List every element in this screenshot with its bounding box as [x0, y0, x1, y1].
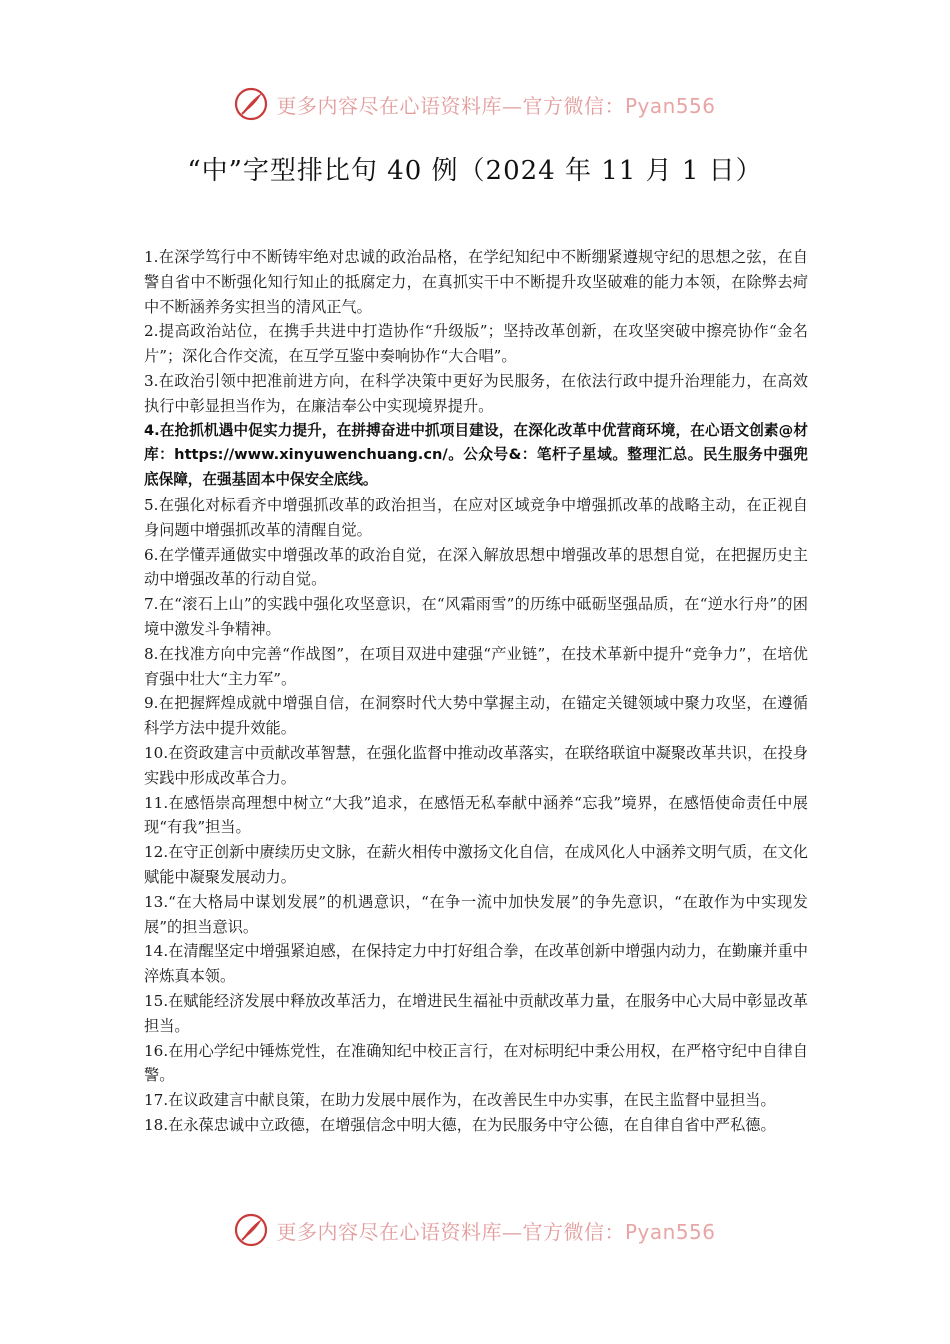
document-body — [144, 245, 808, 1138]
list-item: 5.在强化对标看齐中增强抓改革的政治担当，在应对区域竞争中增强抓改革的战略主动，在正视自身问题中增强抓改革的清醒自觉。 — [144, 495, 808, 539]
list-item: 14.在清醒坚定中增强紧迫感，在保持定力中打好组合拳，在改革创新中增强内动力，在勤廉并重中淬炼真本领。 — [144, 942, 808, 986]
page-title: “中”字型排比句 40 例（2024 年 11 月 1 日） — [187, 156, 763, 186]
quill-logo-icon — [234, 1213, 268, 1247]
list-item: 2.提高政治站位，在携手共进中打造协作“升级版”；坚持改革创新，在攻坚突破中擦亮协作“金名片”；深化合作交流，在互学互鉴中奏响协作“大合唱”。 — [144, 322, 808, 366]
banner-handle: Pyan556 — [624, 93, 716, 118]
footer-banner — [0, 1210, 950, 1250]
quill-logo-icon — [234, 87, 268, 121]
banner-text: 更多内容尽在心语资料库—官方微信：Pyan556 — [276, 93, 716, 118]
list-item: 15.在赋能经济发展中释放改革活力，在增进民生福祉中贡献改革力量，在服务中心大局中彰显改革担当。 — [144, 991, 808, 1035]
list-item: 16.在用心学纪中锤炼党性，在准确知纪中校正言行，在对标明纪中秉公用权，在严格守纪中自律自警。 — [144, 1041, 808, 1085]
banner-text: 更多内容尽在心语资料库—官方微信：Pyan556 — [276, 1219, 716, 1244]
list-item: 13.“在大格局中谋划发展”的机遇意识，“在争一流中加快发展”的争先意识，“在敢作为中实现发展”的担当意识。 — [144, 892, 808, 936]
list-item: 1.在深学笃行中不断铸牢绝对忠诚的政治品格，在学纪知纪中不断绷紧遵规守纪的思想之弦，在自警自省中不断强化知行知止的抵腐定力，在真抓实干中不断提升攻坚破难的能力本领，在除弊去疴中不断涵养务实担当的清风正气。 — [144, 248, 808, 316]
list-item: 12.在守正创新中赓续历史文脉，在薪火相传中激扬文化自信，在成风化人中涵养文明气质，在文化赋能中凝聚发展动力。 — [144, 843, 808, 886]
list-item: 3.在政治引领中把准前进方向，在科学决策中更好为民服务，在依法行政中提升治理能力，在高效执行中彰显担当作为，在廉洁奉公中实现境界提升。 — [144, 371, 808, 415]
list-item: 18.在永葆忠诚中立政德，在增强信念中明大德，在为民服务中守公德，在自律自省中严私德。 — [144, 1115, 776, 1134]
header-banner — [0, 84, 950, 124]
list-item: 8.在找准方向中完善“作战图”，在项目双进中建强“产业链”，在技术革新中提升“竞争力”，在培优育强中壮大“主力军”。 — [144, 644, 808, 688]
list-item: 17.在议政建言中献良策，在助力发展中展作为，在改善民生中办实事，在民主监督中显担当。 — [144, 1091, 776, 1110]
list-item: 11.在感悟崇高理想中树立“大我”追求，在感悟无私奉献中涵养“忘我”境界，在感悟使命责任中展现“有我”担当。 — [144, 793, 808, 837]
list-item: 6.在学懂弄通做实中增强改革的政治自觉，在深入解放思想中增强改革的思想自觉，在把握历史主动中增强改革的行动自觉。 — [144, 545, 808, 589]
list-item: 4.在抢抓机遇中促实力提升，在拼搏奋进中抓项目建设，在深化改革中优营商环境，在心语文创素@材库：https://www.xinyuwenchuang.cn/。公众号&：笔杆子星域。整理汇总。民生服务中强兜底保障，在强基固本中保安全底线。 — [144, 421, 808, 489]
banner-handle: Pyan556 — [624, 1219, 716, 1244]
list-item: 10.在资政建言中贡献改革智慧，在强化监督中推动改革落实，在联络联谊中凝聚改革共识，在投身实践中形成改革合力。 — [144, 743, 808, 787]
list-item: 7.在“滚石上山”的实践中强化攻坚意识，在“风霜雨雪”的历练中砥砺坚强品质，在“逆水行舟”的困境中激发斗争精神。 — [144, 595, 808, 638]
list-item: 9.在把握辉煌成就中增强自信，在洞察时代大势中掌握主动，在锚定关键领域中聚力攻坚，在遵循科学方法中提升效能。 — [144, 694, 808, 738]
